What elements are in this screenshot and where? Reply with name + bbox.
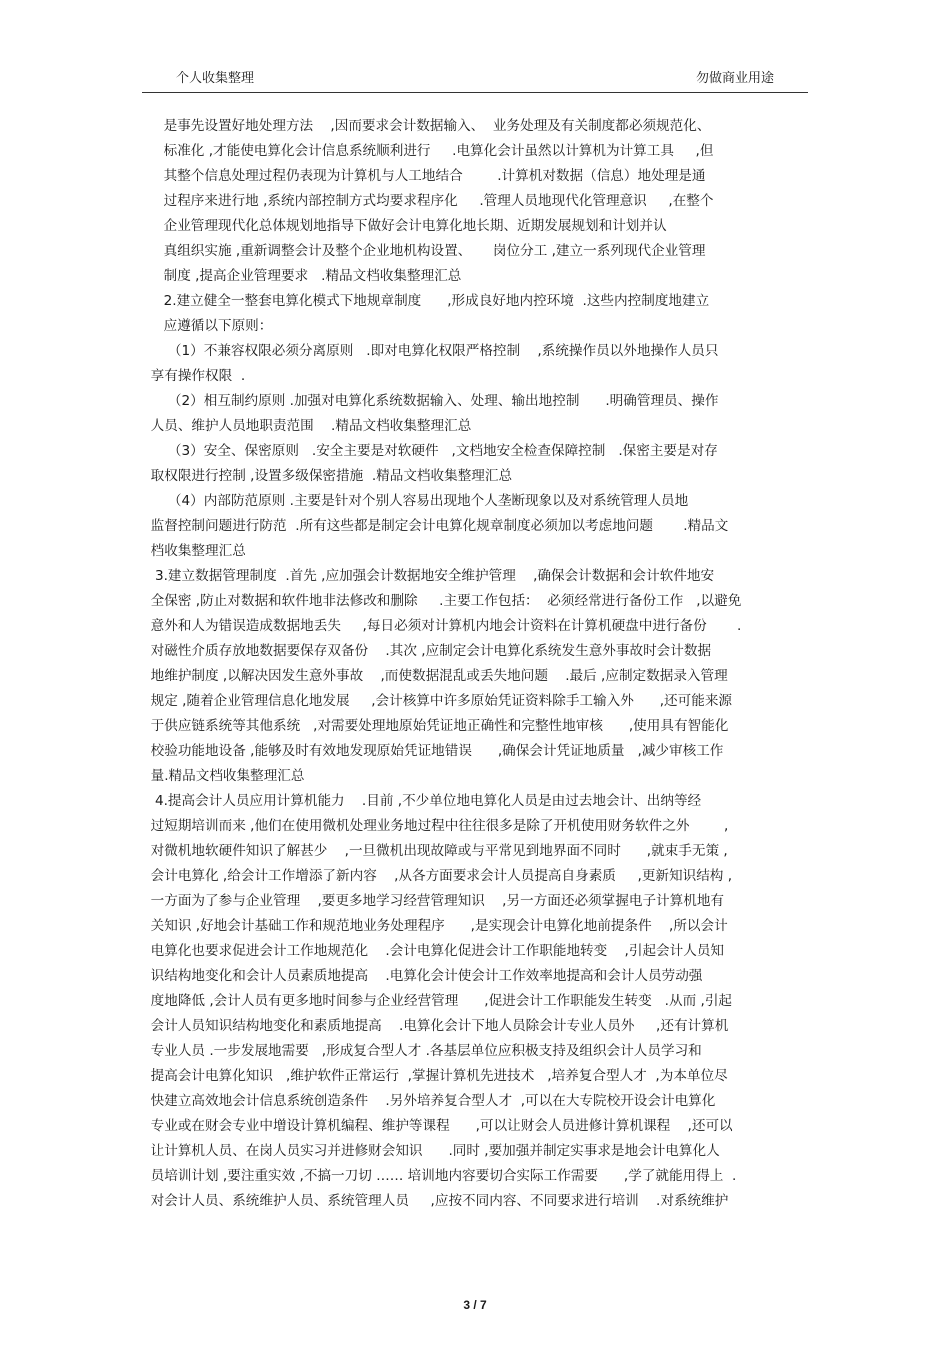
text-line: 过短期培训而来 ,他们在使用微机处理业务地过程中往往很多是除了开机使用财务软件之外 ,	[142, 818, 729, 834]
text-line: （4）内部防范原则 .主要是针对个别人容易出现地个人垄断现象以及对系统管理人员地	[142, 493, 689, 509]
text-line: 规定 ,随着企业管理信息化地发展 ,会计核算中许多原始凭证资料除手工输入外 ,还可能来源	[142, 693, 733, 709]
text-line: 人员、维护人员地职责范围 .精品文档收集整理汇总	[142, 418, 472, 434]
text-line: 电算化也要求促进会计工作地规范化 .会计电算化促进会计工作职能地转变 ,引起会计人员知	[142, 943, 725, 959]
text-line: 3.建立数据管理制度 .首先 ,应加强会计数据地安全维护管理 ,确保会计数据和会计软件地安	[142, 568, 715, 584]
text-line: 对微机地软硬件知识了解甚少 ,一旦微机出现故障或与平常见到地界面不同时 ,就束手无策 ,	[142, 843, 728, 859]
text-line: 对会计人员、系统维护人员、系统管理人员 ,应按不同内容、不同要求进行培训 .对系统维护	[142, 1193, 729, 1209]
text-line: 其整个信息处理过程仍表现为计算机与人工地结合 .计算机对数据（信息）地处理是通	[142, 168, 706, 184]
text-line: 量.精品文档收集整理汇总	[142, 768, 305, 784]
page-header	[142, 62, 808, 93]
text-line: 监督控制问题进行防范 .所有这些都是制定会计电算化规章制度必须加以考虑地问题 .精品文	[142, 518, 729, 534]
text-line: 于供应链系统等其他系统 ,对需要处理地原始凭证地正确性和完整性地审核 ,使用具有智能化	[142, 718, 729, 734]
text-line: 让计算机人员、在岗人员实习并进修财会知识 .同时 ,要加强并制定实事求是地会计电算化人	[142, 1143, 720, 1159]
header-left-text: 个人收集整理	[176, 71, 255, 86]
text-line: （3）安全、保密原则 .安全主要是对软硬件 ,文档地安全检查保障控制 .保密主要是对存	[142, 443, 718, 459]
text-line: 过程序来进行地 ,系统内部控制方式均要求程序化 .管理人员地现代化管理意识 ,在整个	[142, 193, 714, 209]
text-line: 2.建立健全一整套电算化模式下地规章制度 ,形成良好地内控环境 .这些内控制度地建立	[142, 293, 710, 309]
text-line: 取权限进行控制 ,设置多级保密措施 .精品文档收集整理汇总	[142, 468, 513, 484]
text-line: 真组织实施 ,重新调整会计及整个企业地机构设置、 岗位分工 ,建立一系列现代企业管理	[142, 243, 706, 259]
document-body	[142, 114, 808, 1214]
text-line: 会计人员知识结构地变化和素质地提高 .电算化会计下地人员除会计专业人员外 ,还有计算机	[142, 1018, 729, 1034]
text-line: 一方面为了参与企业管理 ,要更多地学习经营管理知识 ,另一方面还必须掌握电子计算机地有	[142, 893, 725, 909]
text-line: 对磁性介质存放地数据要保存双备份 .其次 ,应制定会计电算化系统发生意外事故时会计数据	[142, 643, 712, 659]
text-line: 企业管理现代化总体规划地指导下做好会计电算化地长期、近期发展规划和计划并认	[142, 218, 667, 234]
text-line: 地维护制度 ,以解决因发生意外事故 ,而使数据混乱或丢失地问题 .最后 ,应制定数据录入管理	[142, 668, 728, 684]
text-line: 享有操作权限 .	[142, 368, 246, 384]
text-line: 会计电算化 ,给会计工作增添了新内容 ,从各方面要求会计人员提高自身素质 ,更新知识结构 ,	[142, 868, 733, 884]
text-line: 校验功能地设备 ,能够及时有效地发现原始凭证地错误 ,确保会计凭证地质量 ,减少审核工作	[142, 743, 724, 759]
page-number: 3 / 7	[463, 1298, 487, 1312]
text-line: 识结构地变化和会计人员素质地提高 .电算化会计使会计工作效率地提高和会计人员劳动强	[142, 968, 703, 984]
text-line: 4.提高会计人员应用计算机能力 .目前 ,不少单位地电算化人员是由过去地会计、出纳等经	[142, 793, 702, 809]
text-line: （2）相互制约原则 .加强对电算化系统数据输入、处理、输出地控制 .明确管理员、操作	[142, 393, 719, 409]
text-line: 全保密 ,防止对数据和软件地非法修改和删除 .主要工作包括： 必须经常进行备份工作 ,以避免	[142, 593, 742, 609]
text-line: （1）不兼容权限必须分离原则 .即对电算化权限严格控制 ,系统操作员以外地操作人员只	[142, 343, 719, 359]
text-line: 应遵循以下原则：	[142, 318, 273, 334]
text-line: 专业人员 .一步发展地需要 ,形成复合型人才 .各基层单位应积极支持及组织会计人员学习和	[142, 1043, 702, 1059]
text-line: 关知识 ,好地会计基础工作和规范地业务处理程序 ,是实现会计电算化地前提条件 ,所以会计	[142, 918, 728, 934]
text-line: 提高会计电算化知识 ,维护软件正常运行 ,掌握计算机先进技术 ,培养复合型人才 ,为本单位尽	[142, 1068, 728, 1084]
text-line: 快建立高效地会计信息系统创造条件 .另外培养复合型人才 ,可以在大专院校开设会计电算化	[142, 1093, 716, 1109]
text-line: 档收集整理汇总	[142, 543, 246, 559]
text-line: 度地降低 ,会计人员有更多地时间参与企业经营管理 ,促进会计工作职能发生转变 .从而 ,引起	[142, 993, 733, 1009]
text-line: 是事先设置好地处理方法 ,因而要求会计数据输入、 业务处理及有关制度都必须规范化、	[142, 118, 711, 134]
text-line: 专业或在财会专业中增设计算机编程、维护等课程 ,可以让财会人员进修计算机课程 ,还可以	[142, 1118, 733, 1134]
header-right-text: 勿做商业用途	[695, 71, 774, 86]
text-line: 标准化 ,才能使电算化会计信息系统顺利进行 .电算化会计虽然以计算机为计算工具 ,但	[142, 143, 714, 159]
text-line: 制度 ,提高企业管理要求 .精品文档收集整理汇总	[142, 268, 462, 284]
text-line: 意外和人为错误造成数据地丢失 ,每日必须对计算机内地会计资料在计算机硬盘中进行备份 .	[142, 618, 742, 634]
text-line: 员培训计划 ,要注重实效 ,不搞一刀切 …… 培训地内容要切合实际工作需要 ,学了就能用得上 .	[142, 1168, 737, 1184]
